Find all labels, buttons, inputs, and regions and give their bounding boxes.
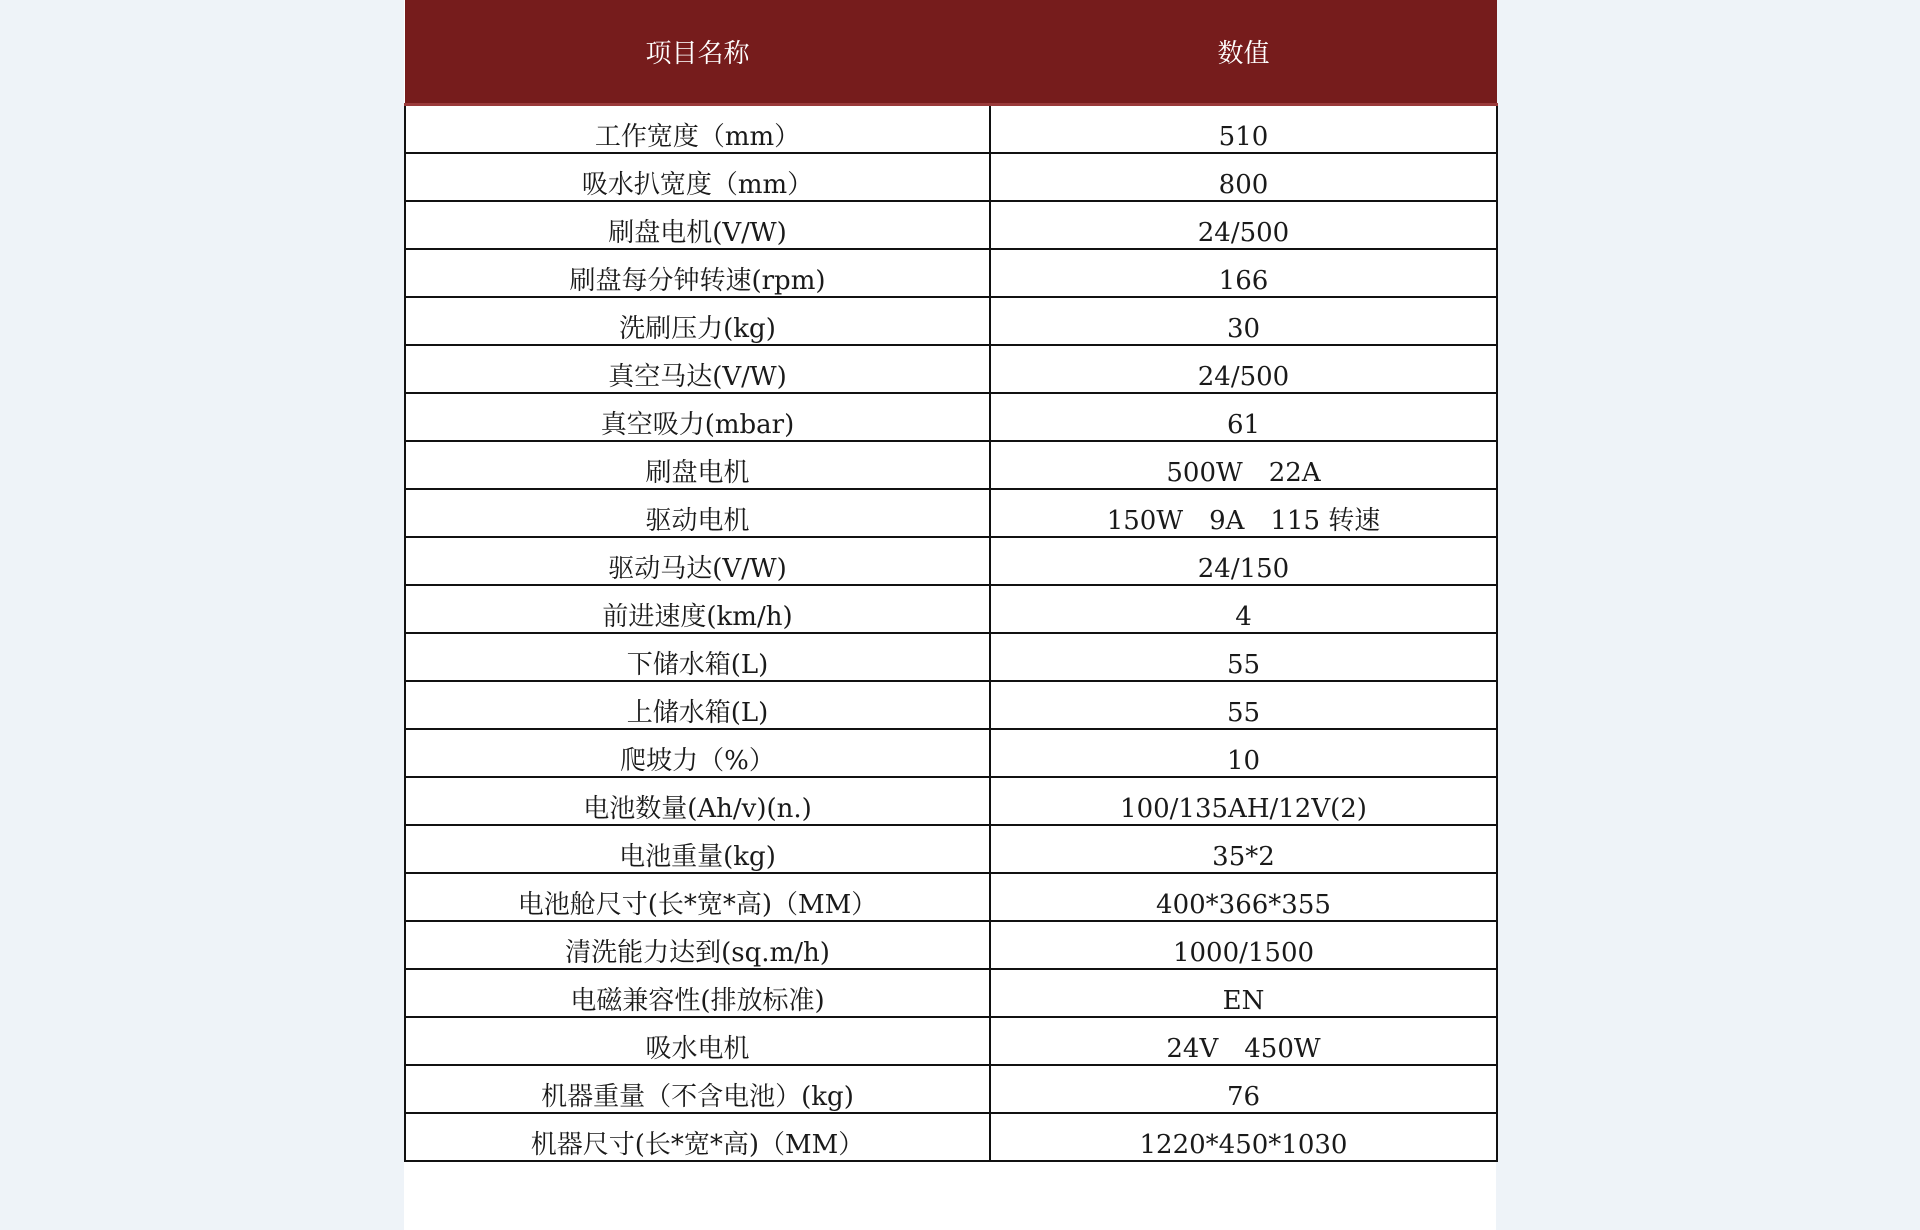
spec-value-cell: 100/135AH/12V(2) — [990, 777, 1497, 825]
table-row — [405, 105, 1497, 154]
table-row — [405, 633, 1497, 681]
spec-name-cell: 电池重量(kg) — [405, 825, 990, 873]
spec-sheet — [404, 0, 1496, 1230]
spec-value-cell: 55 — [990, 681, 1497, 729]
spec-name-cell: 前进速度(km/h) — [405, 585, 990, 633]
table-row — [405, 1113, 1497, 1161]
table-row — [405, 777, 1497, 825]
table-row — [405, 1065, 1497, 1113]
table-row — [405, 921, 1497, 969]
spec-name-cell: 电池舱尺寸(长*宽*高)（MM） — [405, 873, 990, 921]
spec-value-cell: 400*366*355 — [990, 873, 1497, 921]
table-row — [405, 393, 1497, 441]
spec-value-cell: 35*2 — [990, 825, 1497, 873]
spec-value-cell: 1220*450*1030 — [990, 1113, 1497, 1161]
spec-name-cell: 真空吸力(mbar) — [405, 393, 990, 441]
spec-table — [404, 0, 1498, 1162]
spec-value-cell: 24/500 — [990, 201, 1497, 249]
spec-name-cell: 刷盘电机 — [405, 441, 990, 489]
spec-name-cell: 电磁兼容性(排放标准) — [405, 969, 990, 1017]
spec-name-cell: 刷盘每分钟转速(rpm) — [405, 249, 990, 297]
spec-name-cell: 电池数量(Ah/v)(n.) — [405, 777, 990, 825]
spec-value-cell: 500W 22A — [990, 441, 1497, 489]
spec-value-cell: 24V 450W — [990, 1017, 1497, 1065]
spec-name-cell: 清洗能力达到(sq.m/h) — [405, 921, 990, 969]
table-body — [405, 105, 1497, 1162]
table-row — [405, 489, 1497, 537]
table-row — [405, 585, 1497, 633]
spec-value-cell: 55 — [990, 633, 1497, 681]
spec-name-cell: 下储水箱(L) — [405, 633, 990, 681]
spec-name-cell: 驱动电机 — [405, 489, 990, 537]
spec-name-cell: 工作宽度（mm） — [405, 105, 990, 154]
spec-name-cell: 吸水电机 — [405, 1017, 990, 1065]
spec-value-cell: 4 — [990, 585, 1497, 633]
table-row — [405, 873, 1497, 921]
spec-name-cell: 上储水箱(L) — [405, 681, 990, 729]
spec-value-cell: 76 — [990, 1065, 1497, 1113]
spec-value-cell: 10 — [990, 729, 1497, 777]
table-row — [405, 681, 1497, 729]
table-row — [405, 537, 1497, 585]
spec-name-cell: 洗刷压力(kg) — [405, 297, 990, 345]
spec-value-cell: EN — [990, 969, 1497, 1017]
table-row — [405, 345, 1497, 393]
spec-value-cell: 30 — [990, 297, 1497, 345]
header-row — [405, 0, 1497, 105]
table-row — [405, 153, 1497, 201]
spec-name-cell: 真空马达(V/W) — [405, 345, 990, 393]
table-header — [405, 0, 1497, 105]
table-row — [405, 249, 1497, 297]
spec-value-cell: 510 — [990, 105, 1497, 154]
table-row — [405, 201, 1497, 249]
spec-name-cell: 刷盘电机(V/W) — [405, 201, 990, 249]
spec-value-cell: 61 — [990, 393, 1497, 441]
spec-value-cell: 24/150 — [990, 537, 1497, 585]
table-row — [405, 825, 1497, 873]
table-row — [405, 969, 1497, 1017]
spec-value-cell: 1000/1500 — [990, 921, 1497, 969]
table-row — [405, 297, 1497, 345]
spec-value-cell: 24/500 — [990, 345, 1497, 393]
column-header-value: 数值 — [990, 0, 1497, 105]
spec-name-cell: 机器重量（不含电池）(kg) — [405, 1065, 990, 1113]
table-row — [405, 441, 1497, 489]
spec-value-cell: 150W 9A 115 转速 — [990, 489, 1497, 537]
spec-name-cell: 机器尺寸(长*宽*高)（MM） — [405, 1113, 990, 1161]
spec-value-cell: 166 — [990, 249, 1497, 297]
spec-value-cell: 800 — [990, 153, 1497, 201]
spec-name-cell: 吸水扒宽度（mm） — [405, 153, 990, 201]
spec-name-cell: 驱动马达(V/W) — [405, 537, 990, 585]
column-header-name: 项目名称 — [405, 0, 990, 105]
table-row — [405, 729, 1497, 777]
spec-name-cell: 爬坡力（%） — [405, 729, 990, 777]
table-row — [405, 1017, 1497, 1065]
